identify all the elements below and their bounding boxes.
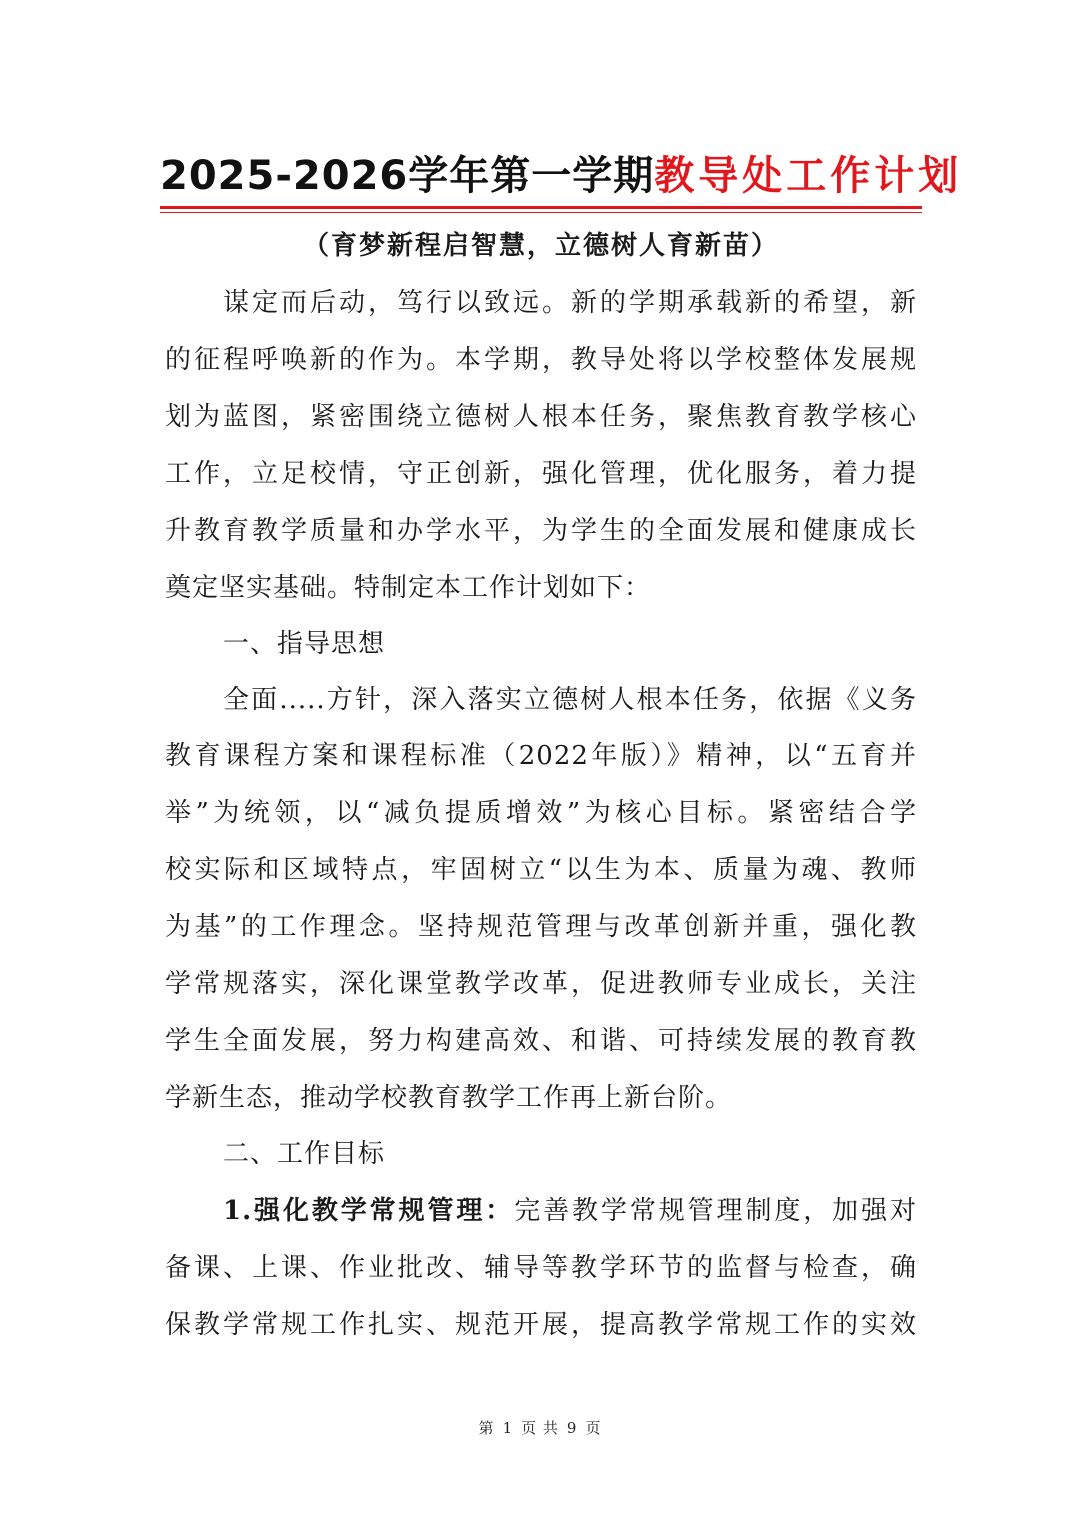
title-underline-thick (160, 206, 922, 209)
goal-1-line (223, 1191, 917, 1231)
section-heading-2: 二、工作目标 (223, 1139, 386, 1169)
paragraph-line: 学生全面发展，努力构建高效、和谐、可持续发展的教育教 (165, 1026, 917, 1056)
paragraph-line: 的征程呼唤新的作为。本学期，教导处将以学校整体发展规 (165, 345, 917, 375)
paragraph-line: 教育课程方案和课程标准（2022年版）》精神，以“五育并 (165, 741, 917, 771)
paragraph-line: 全面.....方针，深入落实立德树人根本任务，依据《义务 (223, 685, 917, 715)
paragraph-line: 划为蓝图，紧密围绕立德树人根本任务，聚焦教育教学核心 (165, 402, 917, 432)
paragraph-line: 学新生态，推动学校教育教学工作再上新台阶。 (165, 1083, 733, 1113)
paragraph-line: 保教学常规工作扎实、规范开展，提高教学常规工作的实效 (165, 1310, 917, 1340)
paragraph-line: 为基”的工作理念。坚持规范管理与改革创新并重，强化教 (165, 912, 917, 942)
paragraph-line: 奠定坚实基础。特制定本工作计划如下： (165, 573, 652, 603)
footer-total-pages: 9 (566, 1419, 578, 1437)
section-heading-1: 一、指导思想 (223, 629, 386, 659)
title-plain: 2025-2026学年第一学期 (160, 153, 655, 199)
paragraph-line: 工作，立足校情，守正创新，强化管理，优化服务，着力提 (165, 459, 917, 489)
paragraph-line: 升教育教学质量和办学水平，为学生的全面发展和健康成长 (165, 516, 917, 546)
paragraph-line: 备课、上课、作业批改、辅导等教学环节的监督与检查，确 (165, 1253, 917, 1283)
paragraph-line: 学常规落实，深化课堂教学改革，促进教师专业成长，关注 (165, 969, 917, 999)
document-subtitle: （育梦新程启智慧，立德树人育新苗） (302, 231, 779, 261)
footer-suffix: 页 (585, 1419, 602, 1437)
title-accent: 教导处工作计划 (654, 153, 963, 199)
paragraph-line: 谋定而后动，笃行以致远。新的学期承载新的希望，新 (223, 288, 917, 318)
footer-mid: 页 共 (521, 1419, 559, 1437)
document-title (160, 148, 963, 204)
goal-1-text: 完善教学常规管理制度，加强对 (514, 1196, 917, 1226)
footer-prefix: 第 (478, 1419, 495, 1437)
footer-current-page: 1 (502, 1419, 514, 1437)
paragraph-line: 举”为统领，以“减负提质增效”为核心目标。紧密结合学 (165, 798, 917, 828)
title-underline-thin (160, 212, 922, 213)
goal-1-label: 1.强化教学常规管理： (223, 1196, 515, 1226)
page-footer (0, 1417, 1080, 1438)
paragraph-line: 校实际和区域特点，牢固树立“以生为本、质量为魂、教师 (165, 855, 917, 885)
